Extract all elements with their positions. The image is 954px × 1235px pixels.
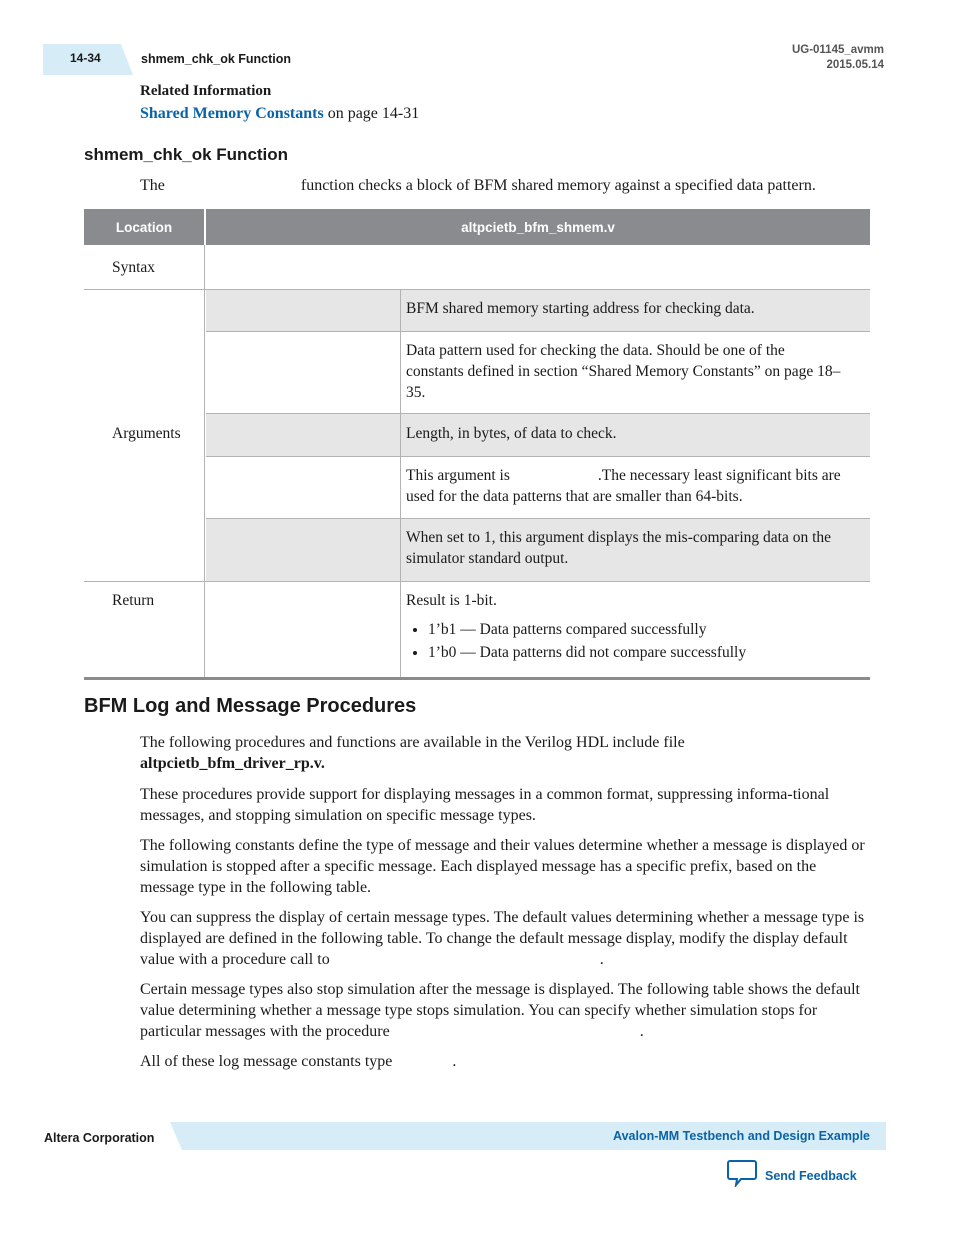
stop-text: Certain message types also stop simulation after the message is displayed. The following table shows the default value determining whether a message type stops simulation. You can specify whether simulation stops for particular messages with the procedure [140,981,860,1040]
stop-end: . [639,1023,644,1040]
constants-type-text: All of these log message constants type [140,1053,393,1070]
table-divider [84,289,870,290]
paragraph-constants-type [140,1051,866,1072]
speech-bubble-icon [727,1159,757,1192]
include-file-line: The following procedures and functions are available in the Verilog HDL include file [140,734,685,751]
return-bullet: • 1’b1 — Data patterns compared successfully [428,619,846,640]
paragraph-suppress [140,907,866,970]
shared-memory-constants-link[interactable]: Shared Memory Constants [140,105,324,122]
table-bottom-rule [84,677,870,680]
section-intro [140,177,816,195]
arg-addr-desc: BFM shared memory starting address for checking data. [406,300,755,317]
document-code: UG-01145_avmm [791,44,884,56]
footer-doc-title-link[interactable]: Avalon-MM Testbench and Design Example [613,1129,870,1143]
send-feedback-label: Send Feedback [765,1168,857,1183]
running-header-title: shmem_chk_ok Function [141,52,292,66]
table-divider [206,331,870,332]
paragraph-stop-simulation [140,979,866,1042]
arg-init-post: .The necessary least significant bits are used for the data patterns that are smaller than 64-bits. [406,467,841,505]
arg-pattern-desc: Data pattern used for checking the data. Should be one of the constants defined in section “Shared Memory Constants” on page 18–35. [406,342,841,401]
arg-length-desc: Length, in bytes, of data to check. [406,425,617,442]
suppress-text: You can suppress the display of certain message types. The default values determining whether a message type is displayed are defined in the following table. To change the default message display, modify the display default value with a procedure call to [140,909,865,968]
footer-company: Altera Corporation [44,1131,155,1145]
section-title-bfm-log: BFM Log and Message Procedures [84,695,417,717]
table-divider [84,581,870,582]
intro-post: function checks a block of BFM shared memory against a specified data pattern. [300,177,816,194]
return-desc-block [406,590,846,665]
paragraph-support: These procedures provide support for displaying messages in a common format, suppressing informa-tional messages, and stopping simulation on specific message types. [140,786,830,824]
page-number: 14-34 [70,51,101,65]
table-header-file: altpcietb_bfm_shmem.v [206,209,870,245]
table-divider [400,289,401,678]
arg-display-desc: When set to 1, this argument displays the mis-comparing data on the simulator standard output. [406,529,832,567]
section-title-shmem-chk-ok: shmem_chk_ok Function [84,145,289,164]
arg-init-pre: This argument is [406,467,510,484]
document-date: 2015.05.14 [826,59,884,71]
table-divider [206,456,870,457]
related-page-ref: on page 14-31 [323,105,420,122]
table-divider [206,518,870,519]
table-header-location: Location [84,209,204,245]
related-info-heading: Related Information [140,83,272,99]
return-label: Return [112,592,155,609]
return-desc: Result is 1-bit. [406,592,497,609]
table-divider [206,413,870,414]
constants-type-end: . [452,1053,457,1070]
intro-pre: The [140,177,165,194]
syntax-label: Syntax [112,259,156,276]
paragraph-constants: The following constants define the type of message and their values determine whether a message is displayed or simulation is stopped after a specific message. Each displayed message has a specific prefix, based on the message type in the following table. [140,837,865,896]
return-bullet-list [406,619,846,663]
send-feedback-link[interactable] [727,1159,857,1192]
document-id [792,43,884,73]
suppress-end: . [599,951,604,968]
arg-init-desc [406,465,846,507]
paragraph-include-file [140,732,866,774]
table-divider [204,245,205,678]
arguments-label: Arguments [112,425,181,442]
return-bullet: • 1’b0 — Data patterns did not compare successfully [428,642,846,663]
include-file-name: altpcietb_bfm_driver_rp.v. [140,755,325,772]
related-info-line [140,105,419,123]
